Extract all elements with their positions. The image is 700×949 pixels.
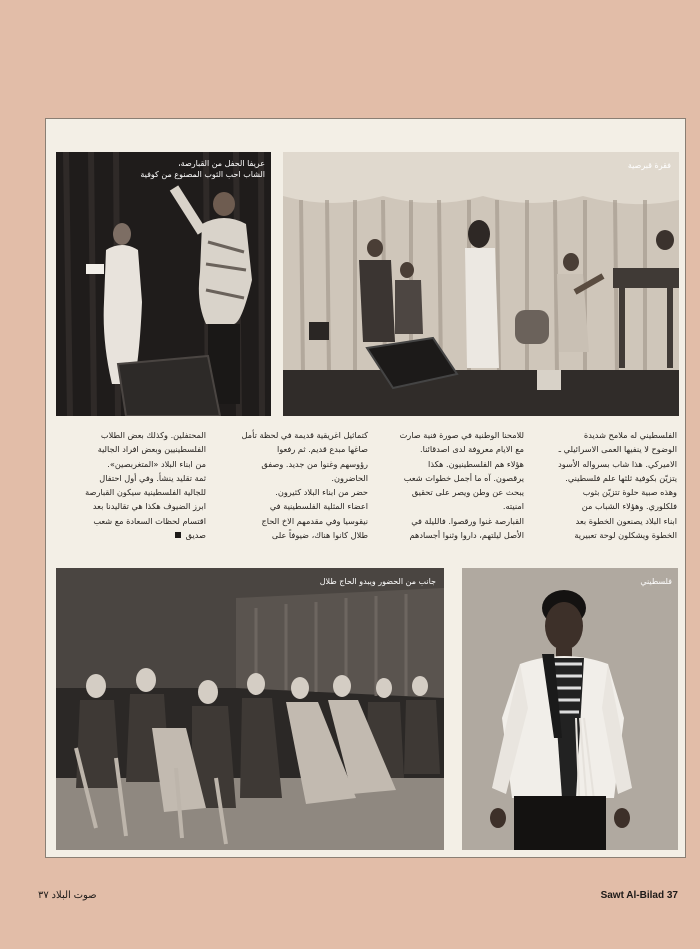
text-line: ابرز الضيوف هكذا هي تقاليدنا بعد xyxy=(92,501,206,512)
text-line: مع الايام معروفة لدى اصدقائنا. xyxy=(419,444,524,455)
text-line: ثمة تقليد ينشأ. وفي أول احتفال xyxy=(99,472,206,483)
text-line-end: صديق xyxy=(185,530,206,541)
text-line: وهذه صبية حلوة تتزيّن بثوب xyxy=(582,487,677,498)
page-number: 37 xyxy=(666,890,678,901)
text-line: الخطوة ويشكلون لوحة تعبيرية xyxy=(574,530,677,541)
photo-palestinian xyxy=(462,568,678,850)
text-line: من ابناء البلاد «المتغربصين». xyxy=(107,458,206,469)
text-line: طلال كانوا هناك، ضيوفاً على xyxy=(271,530,368,541)
text-line: الاميركي. هذا شاب بسرواله الأسود xyxy=(558,458,677,469)
text-line: يرقصون. آه ما أجمل خطوات شعب xyxy=(403,472,524,483)
article-column-3 xyxy=(216,428,368,542)
text-line: يبحث عن وطن ويصر على تحقيق xyxy=(411,487,524,498)
text-line: يتزيّن بكوفية ثلثها علم فلسطيني. xyxy=(565,472,677,483)
text-line: هؤلاء هم الفلسطينيون. هكذا xyxy=(428,458,524,469)
text-line: نيقوسيا وفي مقدمهم الاخ الحاج xyxy=(261,515,368,526)
photo-hosts xyxy=(56,152,271,416)
photo-hosts-caption xyxy=(95,158,265,180)
text-line: الفلسطينيين وبعض افراد الجالية xyxy=(97,444,206,455)
text-line: القبارصة غنوا ورقصوا. فالليلة في xyxy=(411,515,524,526)
text-line: امنيته. xyxy=(502,501,524,512)
article-column-1 xyxy=(534,428,677,542)
article-column-2 xyxy=(378,428,524,542)
photo-band-caption: فقرة قبرصية xyxy=(627,161,671,170)
text-line: ابناء البلاد يصنعون الخطوة بعد xyxy=(575,515,677,526)
footer-arabic-page-label: صوت البلاد ٣٧ xyxy=(38,890,97,901)
text-line: الفلسطيني له ملامح شديدة xyxy=(583,430,677,440)
text-line: الأصل ليلتهم، داروا وثنوا أجسادهم xyxy=(409,530,524,541)
caption-line: الشاب احب الثوب المصنوع من كوفية xyxy=(140,170,265,179)
text-line: رؤوسهم وغنوا من جديد. وصفق xyxy=(261,458,368,469)
photo-audience-caption: جانب من الحضور ويبدو الحاج طلال xyxy=(319,577,436,586)
photo-band xyxy=(283,152,679,416)
footer-english-page-label xyxy=(601,890,678,901)
text-line: للامحنا الوطنية في صورة فنية صارت xyxy=(399,430,524,440)
text-line: اقتسام لحظات السعادة مع شعب xyxy=(93,515,206,526)
photo-audience xyxy=(56,568,444,850)
text-line: فلكلوري. وهؤلاء الشباب من xyxy=(581,501,677,512)
text-line: الوضوح لا ينفيها العمى الاسرائيلي ـ xyxy=(558,444,677,455)
article-column-4 xyxy=(56,428,206,542)
text-line: اعضاء المثلية الفلسطينية في xyxy=(269,501,368,512)
text-line: حضر من ابناء البلاد كثيرون. xyxy=(275,487,368,498)
publication-name: Sawt Al-Bilad xyxy=(600,890,665,901)
text-line: الحاضرون. xyxy=(331,472,368,483)
text-line: صاغها مبدع قديم. ثم رفعوا xyxy=(276,444,368,455)
text-line: كتماثيل اغريقية قديمة في لحظة تأمل xyxy=(241,430,368,440)
photo-palestinian-caption: فلسطيني xyxy=(640,577,672,586)
text-line: المحتفلين. وكذلك بعض الطلاب xyxy=(100,430,206,440)
text-line xyxy=(56,528,206,542)
caption-line: عريفا الحفل من القبارصة، xyxy=(178,159,265,168)
text-line: للجالية الفلسطينية سيكون القبارصة xyxy=(85,487,206,498)
end-of-article-mark xyxy=(175,532,181,538)
